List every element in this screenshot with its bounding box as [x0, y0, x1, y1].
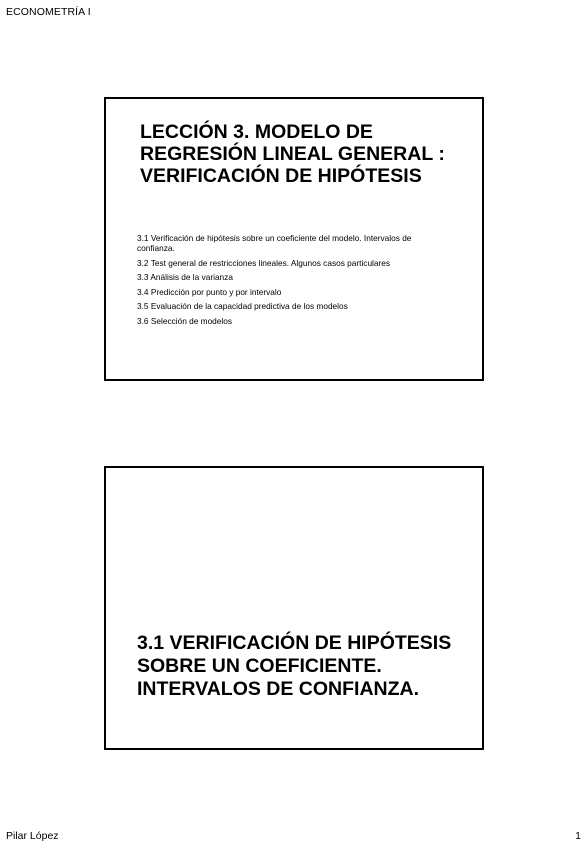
- slide-2-title: 3.1 VERIFICACIÓN DE HIPÓTESIS SOBRE UN COEFICIENTE. INTERVALOS DE CONFIANZA.: [137, 632, 452, 700]
- footer-author: Pilar López: [6, 830, 59, 842]
- topic-item: 3.1 Verificación de hipótesis sobre un coeficiente del modelo. Intervalos de confianza.: [137, 233, 412, 253]
- topic-item: 3.3 Análisis de la varianza: [137, 272, 233, 282]
- topic-item: 3.4 Predicción por punto y por intervalo: [137, 286, 282, 297]
- slide-thumbnail-1: [104, 97, 484, 381]
- slide-thumbnail-2: [104, 466, 484, 750]
- topic-item: 3.5 Evaluación de la capacidad predictiva de los modelos: [137, 301, 348, 311]
- topic-item: 3.2 Test general de restricciones lineales. Algunos casos particulares: [137, 257, 391, 268]
- document-header-title: ECONOMETRÍA I: [6, 6, 91, 18]
- slide-1-title: LECCIÓN 3. MODELO DE REGRESIÓN LINEAL GENERAL : VERIFICACIÓN DE HIPÓTESIS: [140, 121, 445, 187]
- topic-item: 3.6 Selección de modelos: [137, 315, 233, 326]
- slide-1-topic-list: [137, 233, 437, 330]
- page-number: 1: [575, 830, 581, 842]
